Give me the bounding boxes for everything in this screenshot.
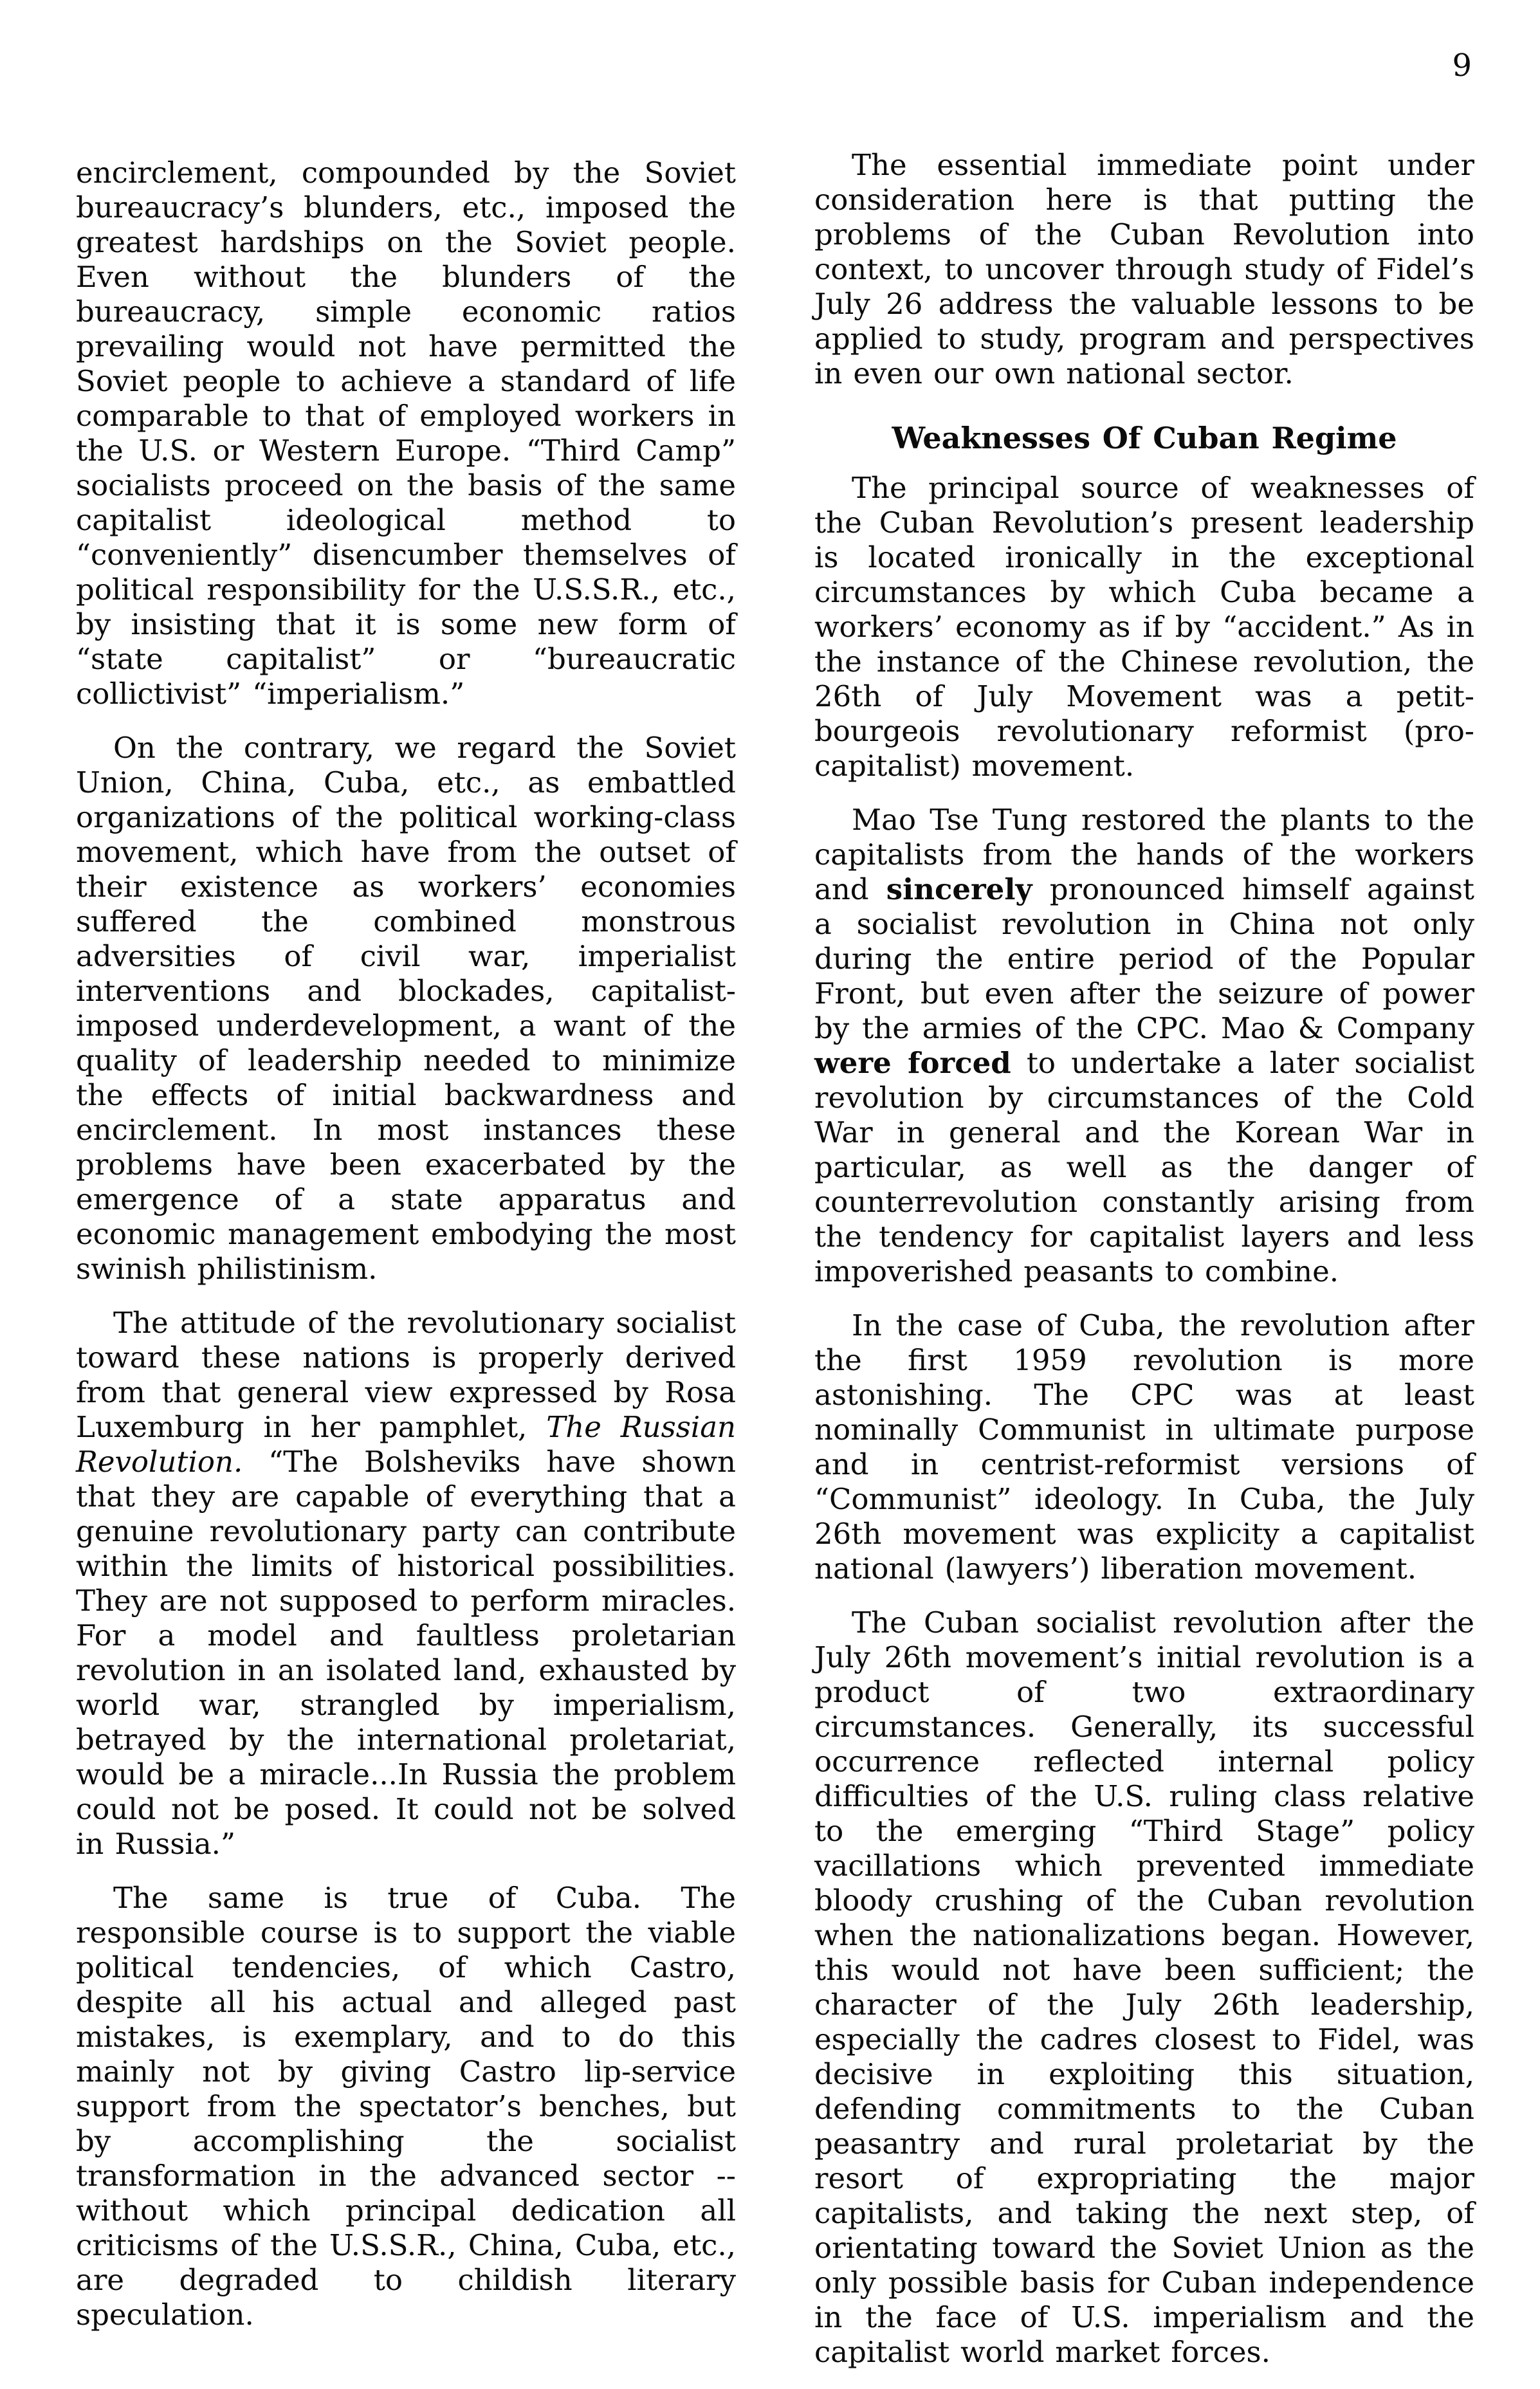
- pamphlet-title: The Russian Revolution.: [76, 1410, 737, 1479]
- left-paragraph-2: On the contrary, we regard the Soviet Union, China, Cuba, etc., as embattled organizations of the political working-class movement, which have from the outset of their existence as workers’ economies suffered the combined monstrous adversities of civil war, imperialist interventions and blockades, capitalist-imposed underdevelopment, a want of the quality of leadership needed to minimize the effects of initial backwardness and encirclement. In most instances these problems have been exacerbated by the emergence of a state apparatus and economic management embodying the most swinish philistinism.: [76, 731, 736, 1286]
- right-paragraph-3-part-3: to undertake a later socialist revolution by circumstances of the Cold War in general and the Korean War in particular, as well as the danger of counterrevolution constantly arising from the tendency for capitalist layers and less impoverished peasants to combine.: [814, 1046, 1474, 1288]
- right-paragraph-3-part-1: Mao Tse Tung restored the plants to the capitalists from the hands of the workers and: [814, 803, 1474, 906]
- emphasis-were-forced: were forced: [814, 1046, 1011, 1080]
- right-paragraph-3-part-2: pronounced himself against a socialist revolution in China not only during the entire period of the Popular Front, but even after the seizure of power by the armies of the CPC. Mao & Company: [814, 872, 1474, 1045]
- right-paragraph-3: [814, 803, 1474, 1289]
- right-paragraph-4: In the case of Cuba, the revolution after the first 1959 revolution is more astonishing. The CPC was at least nominally Communist in ultimate purpose and in centrist-reformist versions of “Communist” ideology. In Cuba, the July 26th movement was explicity a capitalist national (lawyers’) liberation movement.: [814, 1308, 1474, 1586]
- left-paragraph-3-quote: “The Bolsheviks have shown that they are capable of everything that a genuine revolutionary party can contribute within the limits of historical possibilities. They are not supposed to perform miracles. For a model and faultless proletarian revolution in an isolated land, exhausted by world war, strangled by imperialism, betrayed by the international proletariat, would be a miracle...In Russia the problem could not be posed. It could not be solved in Russia.”: [76, 1445, 736, 1861]
- left-paragraph-3-lead: The attitude of the revolutionary socialist toward these nations is properly derived from that general view expressed by Rosa Luxemburg in her pamphlet,: [76, 1306, 736, 1444]
- right-paragraph-2: The principal source of weaknesses of the Cuban Revolution’s present leadership is located ironically in the exceptional circumstances by which Cuba became a workers’ economy as if by “accident.” As in the instance of the Chinese revolution, the 26th of July Movement was a petit-bourgeois revolutionary reformist (pro-capitalist) movement.: [814, 471, 1474, 783]
- left-paragraph-4: The same is true of Cuba. The responsible course is to support the viable political tendencies, of which Castro, despite all his actual and alleged past mistakes, is exemplary, and to do this mainly not by giving Castro lip-service support from the spectator’s benches, but by accomplishing the socialist transformation in the advanced sector -- without which principal dedication all criticisms of the U.S.S.R., China, Cuba, etc., are degraded to childish literary speculation.: [76, 1881, 736, 2332]
- right-paragraph-5: The Cuban socialist revolution after the July 26th movement’s initial revolution is a product of two extraordinary circumstances. Generally, its successful occurrence reflected internal policy difficulties of the U.S. ruling class relative to the emerging “Third Stage” policy vacillations which prevented immediate bloody crushing of the Cuban revolution when the nationalizations began. However, this would not have been sufficient; the character of the July 26th leadership, especially the cadres closest to Fidel, was decisive in exploiting this situation, defending commitments to the Cuban peasantry and rural proletariat by the resort of expropriating the major capitalists, and taking the next step, of orientating toward the Soviet Union as the only possible basis for Cuban independence in the face of U.S. imperialism and the capitalist world market forces.: [814, 1606, 1474, 2369]
- section-heading: Weaknesses Of Cuban Regime: [892, 421, 1397, 455]
- emphasis-sincerely: sincerely: [886, 872, 1032, 906]
- page-number: 9: [1452, 48, 1472, 84]
- right-column: [814, 148, 1474, 2389]
- left-paragraph-1: encirclement, compounded by the Soviet bureaucracy’s blunders, etc., imposed the greatest hardships on the Soviet people. Even without the blunders of the bureaucracy, simple economic ratios prevailing would not have permitted the Soviet people to achieve a standard of life comparable to that of employed workers in the U.S. or Western Europe. “Third Camp” socialists proceed on the basis of the same capitalist ideological method to “conveniently” disencumber themselves of political responsibility for the U.S.S.R., etc., by insisting that it is some new form of “state capitalist” or “bureaucratic collictivist” “imperialism.”: [76, 156, 736, 711]
- left-paragraph-3: [76, 1306, 736, 1862]
- left-column: [76, 156, 736, 2352]
- right-paragraph-1: The essential immediate point under consideration here is that putting the problems of the Cuban Revolution into context, to uncover through study of Fidel’s July 26 address the valuable lessons to be applied to study, program and perspectives in even our own national sector.: [814, 148, 1474, 390]
